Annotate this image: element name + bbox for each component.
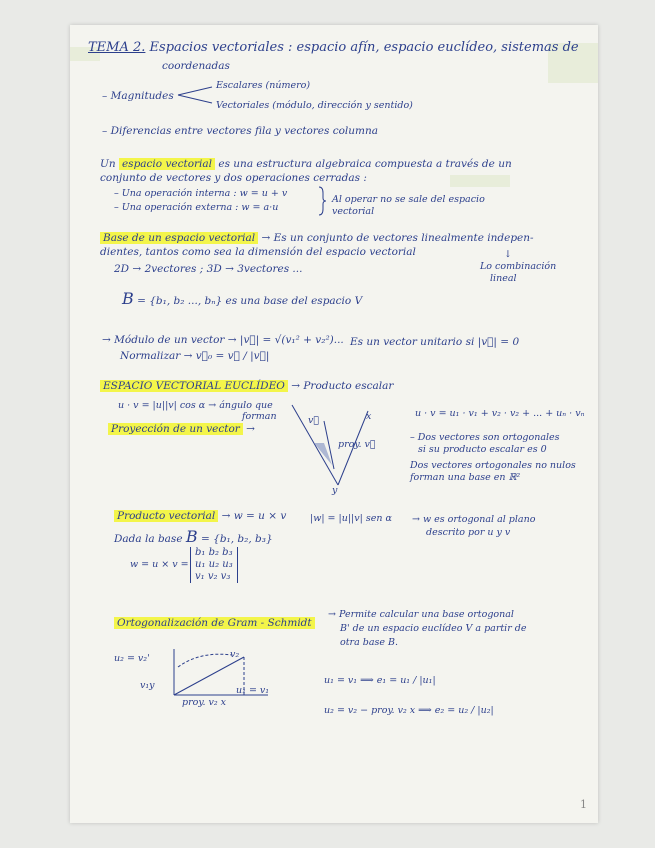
ortogonales-4: forman una base en ℝ² xyxy=(410,472,521,483)
normalizar-line: Normalizar → v⃗₀ = v⃗ / |v⃗| xyxy=(120,350,270,362)
fig-y-label: y xyxy=(332,485,338,496)
dada-rest: = {b₁, b₂, b₃} xyxy=(201,533,273,545)
gram-highlight: Ortogonalización de Gram - Schmidt xyxy=(114,617,315,629)
ev-op-interna: – Una operación interna : w = u + v xyxy=(114,188,288,199)
base-line-1 xyxy=(100,232,534,244)
vectorial-res-2: descrito por u y v xyxy=(426,527,511,538)
vectorial-w: w = u × v = xyxy=(130,559,189,570)
base-definition-rest: = {b₁, b₂ ..., bₙ} es una base del espacio V xyxy=(137,295,363,307)
base-symbol: B xyxy=(122,289,134,308)
dot-product: u · v = u₁ · v₁ + v₂ · v₂ + ... + uₙ · vₙ xyxy=(415,408,585,419)
gram-l3: otra base B. xyxy=(340,637,399,648)
title-label: TEMA 2. xyxy=(88,40,146,55)
gram-fig-vx: v₁y xyxy=(140,680,155,691)
ev-pre: Un xyxy=(100,158,116,170)
magnitudes-label: – Magnitudes xyxy=(102,90,174,102)
gram-eq-2: u₂ = v₂ − proy. v₂ x ⟹ e₂ = u₂ / |u₂| xyxy=(324,705,494,716)
ev-line-2: conjunto de vectores y dos operaciones cerradas : xyxy=(100,172,367,184)
vectorial-eq: → w = u × v xyxy=(221,510,287,522)
gram-l1: → Permite calcular una base ortogonal xyxy=(328,609,514,620)
euclideo-highlight: ESPACIO VECTORIAL EUCLÍDEO xyxy=(100,380,288,392)
euclideo-eq: u · v = |u||v| cos α → ángulo que xyxy=(118,400,273,411)
ev-brace xyxy=(317,185,327,217)
fig-proj-label: proy. v⃗ xyxy=(338,439,376,450)
base-side-1: Lo combinación xyxy=(480,261,557,272)
gram-eq-1: u₁ = v₁ ⟹ e₁ = u₁ / |u₁| xyxy=(324,675,436,686)
dada-base-line xyxy=(114,527,273,546)
magnitudes-vectorial: Vectoriales (módulo, dirección y sentido) xyxy=(216,100,413,111)
base-highlight: Base de un espacio vectorial xyxy=(100,232,258,244)
euclideo-arrow: → Producto escalar xyxy=(291,380,394,392)
gram-fig-u2: u₂ = v₂' xyxy=(114,653,150,664)
vectorial-line xyxy=(114,510,286,522)
proyeccion-line xyxy=(108,423,255,435)
vectorial-res-1: → w es ortogonal al plano xyxy=(412,514,536,525)
base-line-2: dientes, tantos como sea la dimensión del espacio vectorial xyxy=(100,246,416,258)
fig-x-label: x xyxy=(366,411,372,422)
base-side-2: lineal xyxy=(490,273,517,284)
fig-v-label: v⃗ xyxy=(308,415,320,426)
gram-fig-v2: v₂ xyxy=(230,649,240,660)
proyeccion-arrow: → xyxy=(246,423,255,435)
matrix-row-1: b₁ b₂ b₃ xyxy=(195,547,233,558)
euclideo-line xyxy=(100,380,393,392)
modulo-line: → Módulo de un vector → |v⃗| = √(v₁² + v₂²)... xyxy=(102,334,344,346)
magnitudes-brace xyxy=(176,83,216,107)
ev-op-externa: – Una operación externa : w = a·u xyxy=(114,202,279,213)
gram-fig-u1: u₁ = v₁ xyxy=(236,685,270,696)
dada-label: Dada la base xyxy=(114,533,183,545)
base-definition xyxy=(122,289,363,308)
vectorial-highlight: Producto vectorial xyxy=(114,510,218,522)
base-def: → Es un conjunto de vectores linealmente indepen- xyxy=(261,232,534,244)
proyeccion-highlight: Proyección de un vector xyxy=(108,423,243,435)
ortogonales-3: Dos vectores ortogonales no nulos xyxy=(410,460,576,471)
vectorial-modulo: |w| = |u||v| sen α xyxy=(310,513,392,524)
base-side-arrow: ↓ xyxy=(504,249,512,260)
base-line-3: 2D → 2vectores ; 3D → 3vectores ... xyxy=(114,263,303,275)
matrix-row-2: u₁ u₂ u₃ xyxy=(195,559,233,570)
notes-sheet xyxy=(70,25,598,823)
ev-post: es una estructura algebraica compuesta a través de un xyxy=(218,158,512,170)
bleed-through-mark xyxy=(450,175,510,187)
gram-line xyxy=(114,617,315,629)
page-number: 1 xyxy=(580,798,587,811)
matrix-row-3: v₁ v₂ v₃ xyxy=(195,571,231,582)
title-continuation: coordenadas xyxy=(162,60,230,72)
ev-line-1 xyxy=(100,158,512,170)
ortogonales-1: – Dos vectores son ortogonales xyxy=(410,432,560,443)
dada-symbol: B xyxy=(185,527,198,546)
magnitudes-escalar: Escalares (número) xyxy=(216,80,311,91)
ev-nota-2: vectorial xyxy=(332,206,375,217)
ev-nota-1: Al operar no se sale del espacio xyxy=(332,194,485,205)
ev-highlight: espacio vectorial xyxy=(119,158,215,170)
gram-fig-proj: proy. v₂ x xyxy=(182,697,227,708)
title-text: Espacios vectoriales : espacio afín, espacio euclídeo, sistemas de xyxy=(149,40,579,55)
diferencias-text: – Diferencias entre vectores fila y vectores columna xyxy=(102,125,379,137)
unitario-line: Es un vector unitario si |v⃗| = 0 xyxy=(350,336,520,348)
gram-l2: B' de un espacio euclídeo V a partir de xyxy=(340,623,527,634)
ortogonales-2: si su producto escalar es 0 xyxy=(418,444,547,455)
page-title xyxy=(88,42,579,54)
euclideo-eq-2: forman xyxy=(242,411,277,422)
determinant-matrix xyxy=(190,547,238,583)
